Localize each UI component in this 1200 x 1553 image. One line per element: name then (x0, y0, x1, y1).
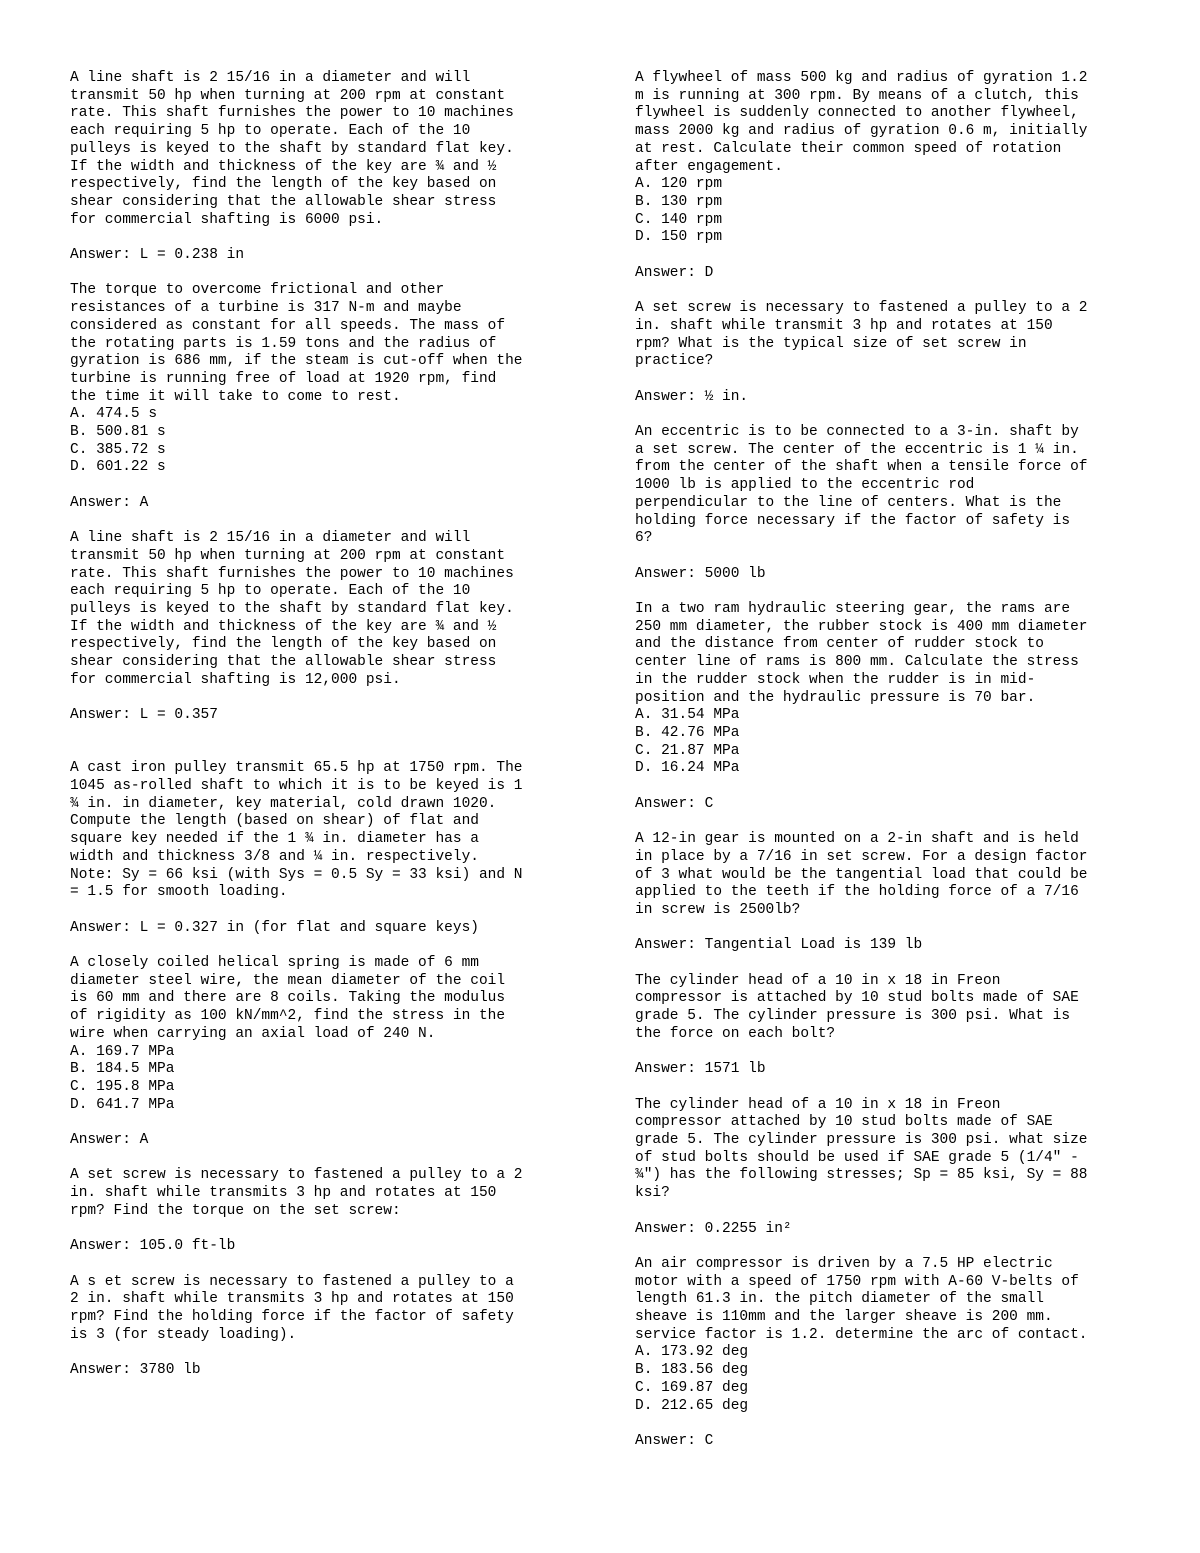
question-text: A line shaft is 2 15/16 in a diameter and will transmit 50 hp when turning at 200 rpm at constant rate. This shaft furnishes the power to 10 machines each requiring 5 hp to operate. Each of the 10 pulleys is keyed to the shaft by standard flat key. If the width and thickness of the key are ¾ and ½ respectively, find the length of the key based on shear considering that the allowable shear stress for commercial shafting is 6000 psi. (70, 70, 514, 228)
choice-a: A. 169.7 MPa (70, 1043, 175, 1060)
choice-d: D. 150 rpm (635, 229, 723, 246)
choice-list (70, 406, 570, 477)
problem (70, 70, 570, 265)
problem (635, 1097, 1135, 1239)
choice-list (70, 1044, 570, 1115)
problem (70, 1274, 570, 1380)
choice-c: C. 21.87 MPa (635, 742, 740, 759)
problem (70, 282, 570, 512)
right-column (635, 70, 1135, 1468)
answer-text: Answer: A (70, 1132, 149, 1149)
question-text: The cylinder head of a 10 in x 18 in Freon compressor is attached by 10 stud bolts made of SAE grade 5. The cylinder pressure is 300 psi. What is the force on each bolt? (635, 972, 1079, 1042)
choice-d: D. 641.7 MPa (70, 1096, 175, 1113)
choice-b: B. 184.5 MPa (70, 1061, 175, 1078)
answer-text: Answer: L = 0.238 in (70, 247, 245, 264)
answer-text: Answer: L = 0.327 in (for flat and square keys) (70, 919, 479, 936)
choice-a: A. 31.54 MPa (635, 707, 740, 724)
question-text: A 12-in gear is mounted on a 2-in shaft and is held in place by a 7/16 in set screw. For a design factor of 3 what would be the tangential load that could be applied to the teeth if the holding force of a 7/16 in screw is 2500lb? (635, 831, 1088, 918)
choice-b: B. 130 rpm (635, 193, 723, 210)
problem (70, 530, 570, 725)
question-text: A s et screw is necessary to fastened a pulley to a 2 in. shaft while transmits 3 hp and rotates at 150 rpm? Find the holding force if the factor of safety is 3 (for steady loading). (70, 1273, 514, 1343)
answer-text: Answer: 3780 lb (70, 1362, 201, 1379)
answer-text: Answer: L = 0.357 (70, 707, 218, 724)
problem (635, 601, 1135, 813)
problem (70, 955, 570, 1150)
problem (70, 760, 570, 937)
choice-a: A. 474.5 s (70, 406, 158, 423)
question-text: The cylinder head of a 10 in x 18 in Freon compressor attached by 10 stud bolts made of SAE grade 5. The cylinder pressure is 300 psi. what size of stud bolts should be used if SAE grade 5 (1/4″ - ¾″) has the following stresses; Sp = 85 ksi, Sy = 88 ksi? (635, 1096, 1088, 1202)
question-text: An air compressor is driven by a 7.5 HP electric motor with a speed of 1750 rpm with A-60 V-belts of length 61.3 in. the pitch diameter of the small sheave is 110mm and the larger sheave is 200 mm. service factor is 1.2. determine the arc of contact. (635, 1255, 1088, 1343)
answer-text: Answer: 1571 lb (635, 1061, 766, 1078)
question-text: A flywheel of mass 500 kg and radius of gyration 1.2 m is running at 300 rpm. By means of a clutch, this flywheel is suddenly connected to another flywheel, mass 2000 kg and radius of gyration 0.6 m, initially at rest. Calculate their common speed of rotation after engagement. (635, 70, 1088, 175)
question-text: A line shaft is 2 15/16 in a diameter and will transmit 50 hp when turning at 200 rpm at constant rate. This shaft furnishes the power to 10 machines each requiring 5 hp to operate. Each of the 10 pulleys is keyed to the shaft by standard flat key. If the width and thickness of the key are ¾ and ½ respectively, find the length of the key based on shear considering that the allowable shear stress for commercial shafting is 12,000 psi. (70, 530, 514, 688)
answer-text: Answer: A (70, 494, 149, 511)
problem (635, 1256, 1135, 1451)
question-text: A set screw is necessary to fastened a pulley to a 2 in. shaft while transmits 3 hp and rotates at 150 rpm? Find the torque on the set screw: (70, 1167, 523, 1219)
choice-c: C. 140 rpm (635, 211, 723, 228)
choice-d: D. 16.24 MPa (635, 760, 740, 777)
choice-list (635, 176, 1135, 247)
choice-a: A. 173.92 deg (635, 1344, 749, 1361)
answer-text: Answer: 0.2255 in² (635, 1220, 792, 1237)
question-text: A set screw is necessary to fastened a pulley to a 2 in. shaft while transmit 3 hp and rotates at 150 rpm? What is the typical size of set screw in practice? (635, 300, 1088, 370)
problem (70, 1167, 570, 1256)
problem (635, 300, 1135, 406)
answer-text: Answer: ½ in. (635, 388, 749, 405)
choice-list (635, 707, 1135, 778)
answer-text: Answer: Tangential Load is 139 lb (635, 937, 923, 954)
choice-a: A. 120 rpm (635, 176, 723, 193)
question-text: A cast iron pulley transmit 65.5 hp at 1750 rpm. The 1045 as-rolled shaft to which it is to be keyed is 1 ¾ in. in diameter, key material, cold drawn 1020. Compute the length (based on shear) of flat and square key needed if the 1 ¾ in. diameter has a width and thickness 3/8 and ¼ in. respectively. Note: Sy = 66 ksi (with Sys = 0.5 Sy = 33 ksi) and N = 1.5 for smooth loading. (70, 760, 523, 901)
answer-text: Answer: 5000 lb (635, 565, 766, 582)
choice-b: B. 42.76 MPa (635, 724, 740, 741)
question-text: The torque to overcome frictional and other resistances of a turbine is 317 N-m and maybe considered as constant for all speeds. The mass of the rotating parts is 1.59 tons and the radius of gyration is 686 mm, if the steam is cut-off when the turbine is running free of load at 1920 rpm, find the time it will take to come to rest. (70, 282, 523, 405)
left-column (70, 70, 570, 1398)
question-text: In a two ram hydraulic steering gear, the rams are 250 mm diameter, the rubber stock is 400 mm diameter and the distance from center of rudder stock to center line of rams is 800 mm. Calculate the stress in the rudder stock when the rudder is in mid- position and the hydraulic pressure is 70 bar. (635, 601, 1088, 706)
choice-d: D. 212.65 deg (635, 1397, 749, 1414)
problem (635, 831, 1135, 955)
problem (635, 424, 1135, 583)
choice-c: C. 385.72 s (70, 441, 166, 458)
problem (635, 70, 1135, 282)
choice-c: C. 195.8 MPa (70, 1078, 175, 1095)
answer-text: Answer: D (635, 264, 714, 281)
choice-d: D. 601.22 s (70, 459, 166, 476)
choice-b: B. 183.56 deg (635, 1362, 749, 1379)
answer-text: Answer: 105.0 ft-lb (70, 1238, 236, 1255)
choice-c: C. 169.87 deg (635, 1379, 749, 1396)
problem (635, 973, 1135, 1079)
answer-text: Answer: C (635, 1432, 714, 1449)
question-text: A closely coiled helical spring is made of 6 mm diameter steel wire, the mean diameter of the coil is 60 mm and there are 8 coils. Taking the modulus of rigidity as 100 kN/mm^2, find the stress in the wire when carrying an axial load of 240 N. (70, 955, 506, 1042)
question-text: An eccentric is to be connected to a 3-in. shaft by a set screw. The center of the eccentric is 1 ¼ in. from the center of the shaft when a tensile force of 1000 lb is applied to the eccentric rod perpendicular to the line of centers. What is the holding force necessary if the factor of safety is 6? (635, 424, 1088, 547)
choice-list (635, 1344, 1135, 1415)
answer-text: Answer: C (635, 795, 714, 812)
choice-b: B. 500.81 s (70, 424, 166, 441)
